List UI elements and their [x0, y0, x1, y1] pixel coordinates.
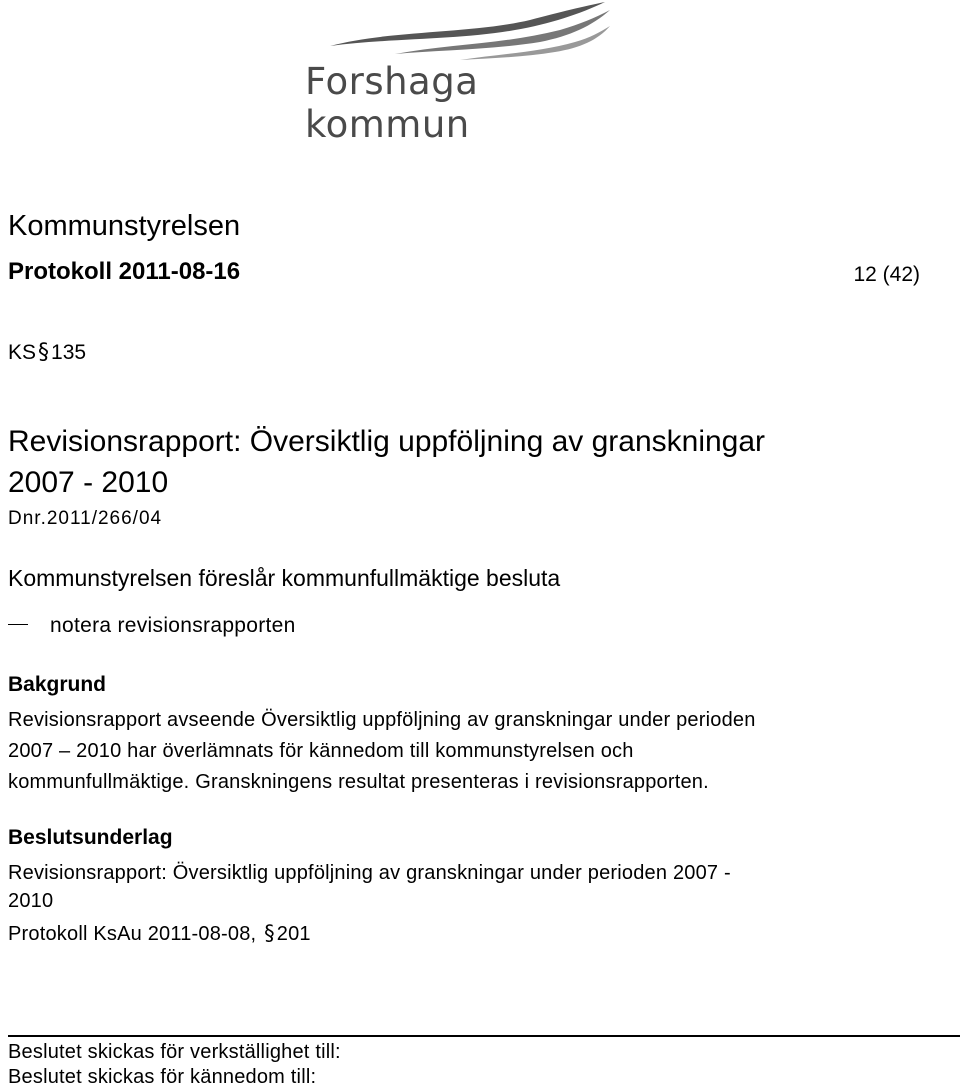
bakgrund-heading: Bakgrund — [8, 673, 107, 696]
beslutsunderlag-heading: Beslutsunderlag — [8, 826, 173, 849]
logo-wordmark: Forshaga kommun — [305, 60, 479, 146]
distribution-execution: Beslutet skickas för verkställighet till: — [8, 1041, 341, 1063]
organization-heading: Kommunstyrelsen — [8, 210, 241, 242]
bullet-dash — [8, 624, 28, 625]
footer-divider — [8, 1035, 960, 1037]
protocol-heading: Protokoll 2011-08-16 — [8, 258, 241, 285]
section-number: 135 — [51, 341, 87, 364]
proposal-heading: Kommunstyrelsen föreslår kommunfullmäktige besluta — [8, 565, 561, 591]
beslutsunderlag-line: Revisionsrapport: Översiktlig uppföljning av granskningar under perioden 2007 - — [8, 862, 731, 884]
section-reference — [8, 340, 86, 365]
bakgrund-line: Revisionsrapport avseende Översiktlig uppföljning av granskningar under perioden — [8, 709, 756, 731]
municipality-logo — [300, 0, 630, 146]
beslutsunderlag-line — [8, 921, 311, 946]
section-symbol: § — [38, 340, 50, 365]
page-number: 12 (42) — [853, 263, 920, 286]
beslutsunderlag-line: 2010 — [8, 890, 54, 912]
protocol-reference: Protokoll KsAu 2011-08-08, — [8, 923, 257, 945]
bakgrund-line: kommunfullmäktige. Granskningens resultat presenteras i revisionsrapporten. — [8, 771, 709, 793]
matter-title-line1: Revisionsrapport: Översiktlig uppföljning av granskningar — [8, 425, 766, 458]
matter-title-line2: 2007 - 2010 — [8, 466, 169, 499]
distribution-information: Beslutet skickas för kännedom till: — [8, 1066, 317, 1088]
protocol-section-number: 201 — [276, 923, 311, 945]
proposal-item: notera revisionsrapporten — [50, 614, 296, 637]
section-symbol: § — [264, 921, 275, 945]
diary-number: Dnr.2011/266/04 — [8, 508, 163, 529]
section-prefix: KS — [8, 341, 37, 364]
bakgrund-line: 2007 – 2010 har överlämnats för kännedom till kommunstyrelsen och — [8, 740, 634, 762]
